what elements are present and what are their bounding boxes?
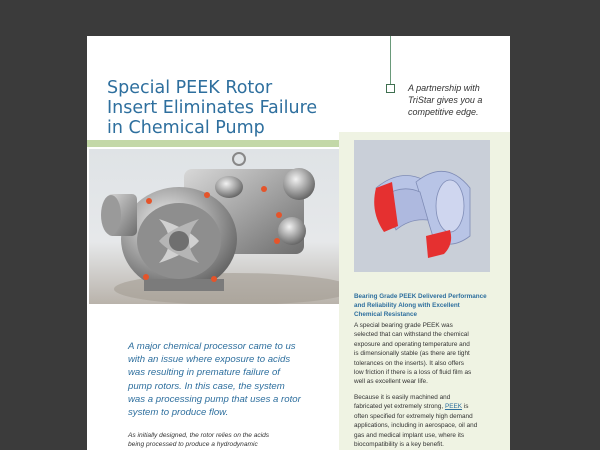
sidebar-heading-line: and Reliability Along with Excellent — [354, 302, 460, 309]
square-bullet-icon — [386, 84, 395, 93]
peek-link[interactable]: PEEK — [444, 403, 462, 411]
sidebar-text-line: selected that can withstand the chemical — [354, 331, 469, 339]
sidebar-text-line: often specified for extremely high demand — [354, 412, 473, 420]
tagline-line: TriStar gives you a — [408, 95, 483, 105]
sidebar-text-line: Because it is easily machined and — [354, 394, 451, 401]
body-line: As initially designed, the rotor relies on the acids — [128, 432, 270, 439]
sidebar-text-line: tolerances on the inserts). It also offers — [354, 359, 464, 367]
sidebar-heading-line: Chemical Resistance — [354, 311, 417, 318]
tagline-line: competitive edge. — [408, 107, 479, 117]
sidebar-heading-line: Bearing Grade PEEK Delivered Performance — [354, 293, 487, 300]
document-page — [87, 36, 510, 450]
sidebar-text-line: exposure and operating temperature and — [354, 340, 470, 348]
sidebar-text-line: well as excellent wear life. — [354, 378, 428, 386]
lead-line: pump rotors. In this case, the system — [128, 380, 285, 392]
lead-line: A major chemical processor came to us — [128, 341, 296, 352]
lead-line: with an issue where exposure to acids — [128, 354, 291, 366]
title-line: Insert Eliminates Failure — [107, 97, 318, 118]
callout-rule — [390, 36, 391, 88]
body-line: being processed to produce a hydrodynamic — [128, 441, 258, 449]
sidebar-heading — [354, 292, 504, 319]
sidebar-text-line: is dimensionally stable (as there are tight — [354, 350, 470, 358]
tagline — [408, 82, 504, 118]
sidebar-paragraph-1 — [354, 321, 504, 387]
sidebar-text-line: biocompatibility is a key benefit. — [354, 441, 444, 449]
sidebar-text-fragment: is — [462, 403, 469, 411]
sidebar-text-fragment: fabricated yet extremely strong, — [354, 403, 445, 411]
title-line: Special PEEK Rotor — [107, 77, 273, 98]
lead-line: was a processing pump that uses a rotor — [128, 393, 301, 405]
sidebar-text-line: applications, including in aerospace, oil and — [354, 422, 478, 430]
sidebar-text-line: low friction if there is a loss of fluid film as — [354, 369, 472, 377]
tagline-line: A partnership with — [408, 83, 480, 93]
pump-photo — [89, 149, 339, 304]
title-line: in Chemical Pump — [107, 117, 265, 138]
lead-line: system to produce flow. — [128, 407, 229, 419]
lead-line: was resulting in premature failure of — [128, 367, 280, 379]
sidebar-paragraph-2 — [354, 393, 504, 449]
sidebar-text-line — [354, 402, 504, 411]
sidebar-text-line: A special bearing grade PEEK was — [354, 322, 453, 329]
page-title — [107, 78, 337, 138]
accent-band — [87, 140, 339, 147]
body-paragraph — [128, 431, 328, 450]
sidebar-text-line: gas and medical implant use, where its — [354, 431, 465, 439]
rotor-diagram — [354, 140, 490, 272]
lead-paragraph — [128, 340, 328, 419]
